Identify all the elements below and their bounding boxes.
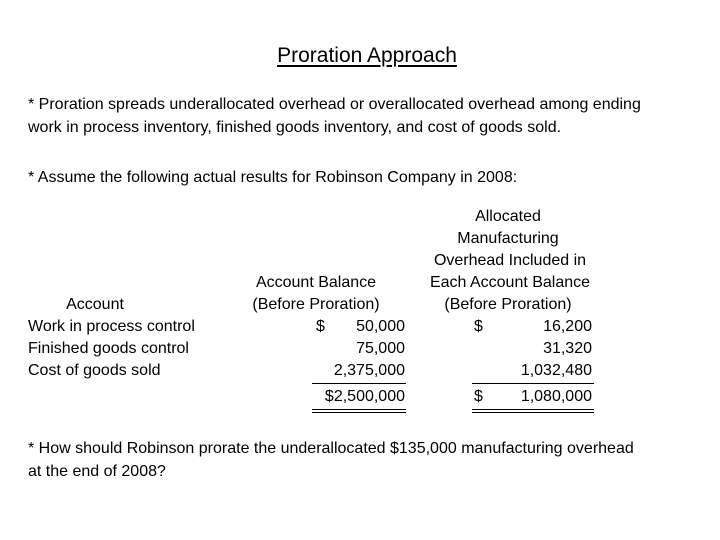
balance-subtotal-rule (312, 383, 406, 384)
row-2-balance: 75,000 (356, 340, 405, 357)
balance-total-rule-1 (312, 409, 406, 410)
header-alloc-line5: (Before Proration) (444, 296, 572, 313)
row-1-alloc-sign: $ (474, 318, 483, 335)
intro-line-2: work in process inventory, finished goods inventory, and cost of goods sold. (28, 119, 562, 136)
assumption-paragraph: * Assume the following actual results for Robinson Company in 2008: (28, 169, 518, 186)
alloc-total-rule-1 (472, 409, 594, 410)
question-line-2: at the end of 2008? (28, 463, 166, 480)
intro-line-1: * Proration spreads underallocated overhead or overallocated overhead among ending (28, 96, 641, 113)
header-account: Account (66, 296, 124, 313)
question-line-1: * How should Robinson prorate the underallocated $135,000 manufacturing overhead (28, 440, 634, 457)
row-1-balance: 50,000 (356, 318, 405, 335)
row-1-alloc: 16,200 (543, 318, 592, 335)
alloc-subtotal-rule (472, 383, 594, 384)
alloc-total-rule-2 (472, 412, 594, 413)
header-alloc-line4: Each Account Balance (429, 274, 591, 291)
row-1-balance-sign: $ (316, 318, 325, 335)
page-title: Proration Approach (277, 44, 457, 67)
row-2-account: Finished goods control (28, 340, 189, 357)
row-3-account: Cost of goods sold (28, 362, 161, 379)
header-alloc-line3: Overhead Included in (433, 252, 587, 269)
row-3-balance: 2,375,000 (333, 362, 405, 379)
intro-paragraph (28, 93, 708, 139)
balance-total-rule-2 (312, 412, 406, 413)
row-2-alloc: 31,320 (543, 340, 592, 357)
header-alloc-line2: Manufacturing (457, 230, 559, 247)
header-balance-line1: Account Balance (255, 274, 377, 291)
row-3-alloc: 1,032,480 (520, 362, 592, 379)
question-paragraph (28, 437, 708, 483)
header-balance-line2: (Before Proration) (252, 296, 380, 313)
total-alloc: 1,080,000 (520, 388, 592, 405)
header-alloc-line1: Allocated (475, 208, 541, 225)
total-balance: $2,500,000 (324, 388, 405, 405)
row-1-account: Work in process control (28, 318, 195, 335)
total-alloc-sign: $ (474, 388, 483, 405)
